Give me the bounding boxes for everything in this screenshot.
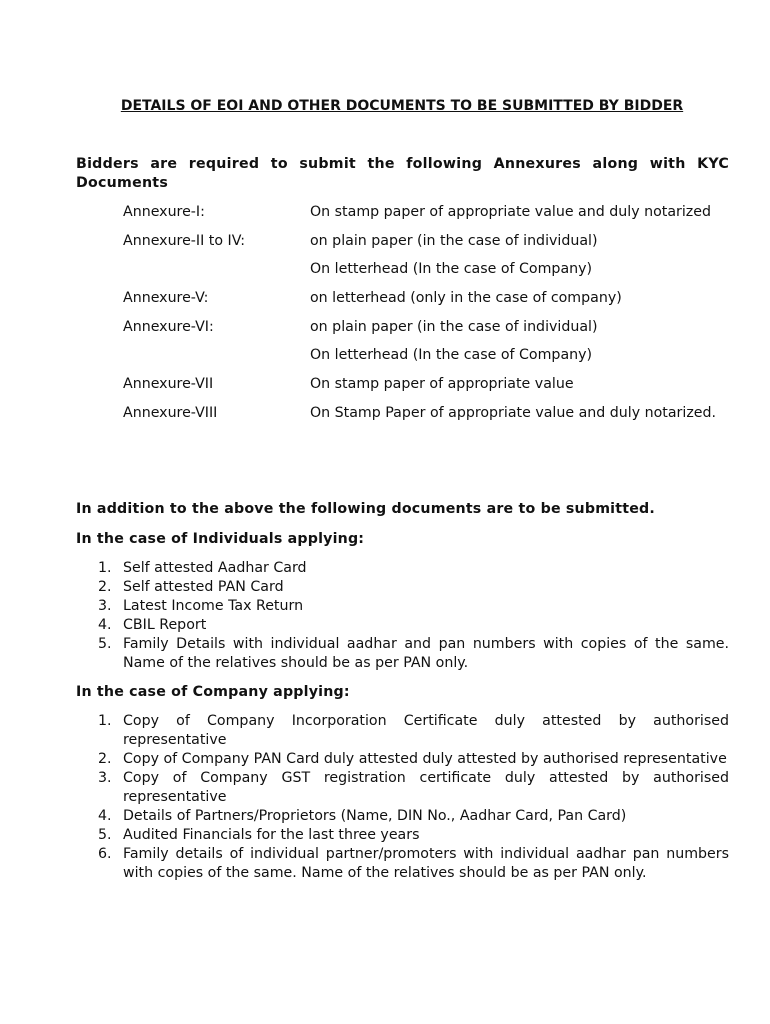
list-item-text: Copy of Company PAN Card duly attested duly attested by authorised representative <box>123 751 727 767</box>
annexure-description: on letterhead (only in the case of company) <box>310 290 622 306</box>
list-item <box>98 769 729 807</box>
list-item <box>98 616 729 635</box>
list-item <box>98 845 729 883</box>
annexure-label: Annexure-V: <box>123 290 209 306</box>
list-item-number: 5. <box>98 827 112 843</box>
annexure-row <box>123 318 729 337</box>
list-item <box>98 750 729 769</box>
list-item-text: Self attested PAN Card <box>123 579 284 595</box>
list-item <box>98 597 729 616</box>
annexure-row <box>123 375 729 394</box>
annexure-description: On letterhead (In the case of Company) <box>310 261 593 277</box>
list-item-text: CBIL Report <box>123 617 207 633</box>
company-heading: In the case of Company applying: <box>76 684 350 700</box>
list-item-text: Copy of Company GST registration certificate duly attested by authorised representative <box>123 770 729 805</box>
annexure-row <box>123 289 729 308</box>
annexure-description: On letterhead (In the case of Company) <box>310 347 593 363</box>
annexure-description: on plain paper (in the case of individual) <box>310 319 598 335</box>
list-item-number: 1. <box>98 713 112 729</box>
annexure-label: Annexure-VI: <box>123 319 214 335</box>
list-item-number: 4. <box>98 617 112 633</box>
list-item-text: Family Details with individual aadhar and pan numbers with copies of the same. Name of the relatives should be as per PAN only. <box>123 636 729 671</box>
list-item-number: 6. <box>98 846 112 862</box>
list-item <box>98 807 729 826</box>
annexure-description: on plain paper (in the case of individual) <box>310 233 598 249</box>
list-item <box>98 559 729 578</box>
annexure-table <box>123 203 729 433</box>
annexure-label: Annexure-II to IV: <box>123 233 246 249</box>
page-title: DETAILS OF EOI AND OTHER DOCUMENTS TO BE SUBMITTED BY BIDDER <box>120 98 684 114</box>
annexure-description: On Stamp Paper of appropriate value and duly notarized. <box>310 405 717 421</box>
annexure-label: Annexure-VIII <box>123 405 218 421</box>
list-item-number: 3. <box>98 770 112 786</box>
list-item-text: Details of Partners/Proprietors (Name, DIN No., Aadhar Card, Pan Card) <box>123 808 627 824</box>
individuals-heading: In the case of Individuals applying: <box>76 531 365 547</box>
list-item <box>98 826 729 845</box>
list-item-number: 2. <box>98 579 112 595</box>
list-item-text: Self attested Aadhar Card <box>123 560 307 576</box>
annexure-row <box>123 232 729 251</box>
annexure-row <box>123 203 729 222</box>
list-item-text: Family details of individual partner/promoters with individual aadhar pan numbers with copies of the same. Name of the relatives should be as per PAN only. <box>123 846 729 881</box>
list-item <box>98 578 729 597</box>
list-item-number: 5. <box>98 636 112 652</box>
intro-paragraph: Bidders are required to submit the following Annexures along with KYC Documents <box>76 156 729 191</box>
list-item-number: 4. <box>98 808 112 824</box>
list-item-text: Audited Financials for the last three years <box>123 827 420 843</box>
annexure-row <box>123 260 729 279</box>
individuals-list <box>98 559 729 673</box>
list-item <box>98 712 729 750</box>
annexure-description: On stamp paper of appropriate value <box>310 376 574 392</box>
annexure-label: Annexure-VII <box>123 376 214 392</box>
annexure-row <box>123 346 729 365</box>
list-item <box>98 635 729 673</box>
annexure-row <box>123 404 729 423</box>
list-item-text: Copy of Company Incorporation Certificate duly attested by authorised representative <box>123 713 729 748</box>
annexure-label: Annexure-I: <box>123 204 205 220</box>
list-item-text: Latest Income Tax Return <box>123 598 304 614</box>
annexure-description: On stamp paper of appropriate value and duly notarized <box>310 204 711 220</box>
additional-documents-heading: In addition to the above the following documents are to be submitted. <box>76 501 655 517</box>
list-item-number: 1. <box>98 560 112 576</box>
list-item-number: 3. <box>98 598 112 614</box>
list-item-number: 2. <box>98 751 112 767</box>
company-list <box>98 712 729 883</box>
